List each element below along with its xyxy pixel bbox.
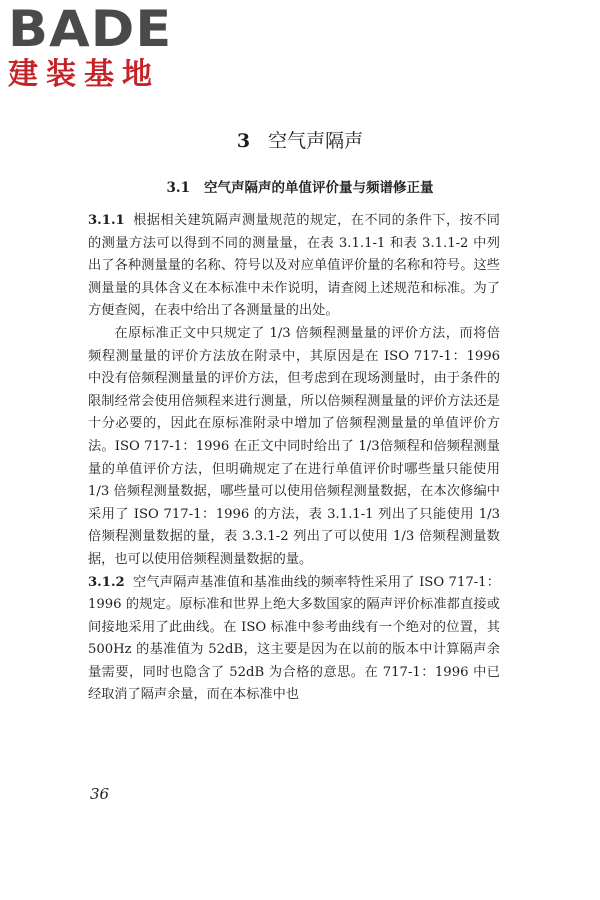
publisher-logo — [8, 2, 178, 92]
paragraph-text: 空气声隔声基准值和基准曲线的频率特性采用了 ISO 717-1：1996 的规定。原标准和世界上绝大多数国家的隔声评价标准都直接或间接地采用了此曲线。在 ISO 标准中参考曲线有一个绝对的位置，其 500Hz 的基准值为 52dB，这主要是因为在以前的版本中计算隔声余量需要，同时也隐含了 52dB 为合格的意思。在 717-1：1996 中已经取消了隔声余量，而在本标准中也 — [88, 574, 500, 703]
paragraph-continuation — [88, 323, 500, 572]
chapter-number: 3 — [236, 130, 251, 152]
chapter-title: 空气声隔声 — [268, 130, 364, 152]
body-text — [88, 210, 500, 707]
clause-number: 3.1.2 — [88, 574, 125, 590]
logo-subtitle: 建装基地 — [8, 57, 160, 92]
paragraph-text: 在原标准正文中只规定了 1/3 倍频程测量量的评价方法，而将倍频程测量量的评价方法放在附录中，其原因是在 ISO 717-1：1996 中没有倍频程测量量的评价方法，但考虑到在现场测量时，由于条件的限制经常会使用倍频程来进行测量，所以倍频程测量量的评价方法还是十分必要的，因此在原标准附录中增加了倍频程测量量的单值评价方法。ISO 717-1：1996 在正文中同时给出了 1/3倍频程和倍频程测量量的单值评价方法，但明确规定了在进行单值评价时哪些量只能使用 1/3 倍频程测量数据，哪些量可以使用倍频程测量数据，在本次修编中采用了 ISO 717-1：1996 的方法，表 3.1.1-1 列出了只能使用 1/3 倍频程测量数据的量，表 3.3.1-2 列出了可以使用 1/3 倍频程测量数据，也可以使用倍频程测量数据的量。 — [88, 325, 500, 567]
section-heading — [0, 178, 600, 198]
chapter-heading — [0, 128, 600, 154]
clause-number: 3.1.1 — [88, 213, 125, 228]
paragraph-text: 根据相关建筑隔声测量规范的规定，在不同的条件下，按不同的测量方法可以得到不同的测量量，在表 3.1.1-1 和表 3.1.1-2 中列出了各种测量量的名称、符号以及对应单值评价量的名称和符号。这些测量量的具体含义在本标准中未作说明，请查阅上述规范和标准。为了方便查阅，在表中给出了各测量量的出处。 — [88, 213, 500, 319]
logo-brand-text: BADE — [8, 0, 173, 58]
section-number: 3.1 — [166, 180, 190, 196]
paragraph-3-1-1 — [88, 210, 500, 323]
section-title: 空气声隔声的单值评价量与频谱修正量 — [204, 180, 434, 196]
paragraph-3-1-2 — [88, 572, 500, 708]
page-number: 36 — [90, 785, 110, 803]
